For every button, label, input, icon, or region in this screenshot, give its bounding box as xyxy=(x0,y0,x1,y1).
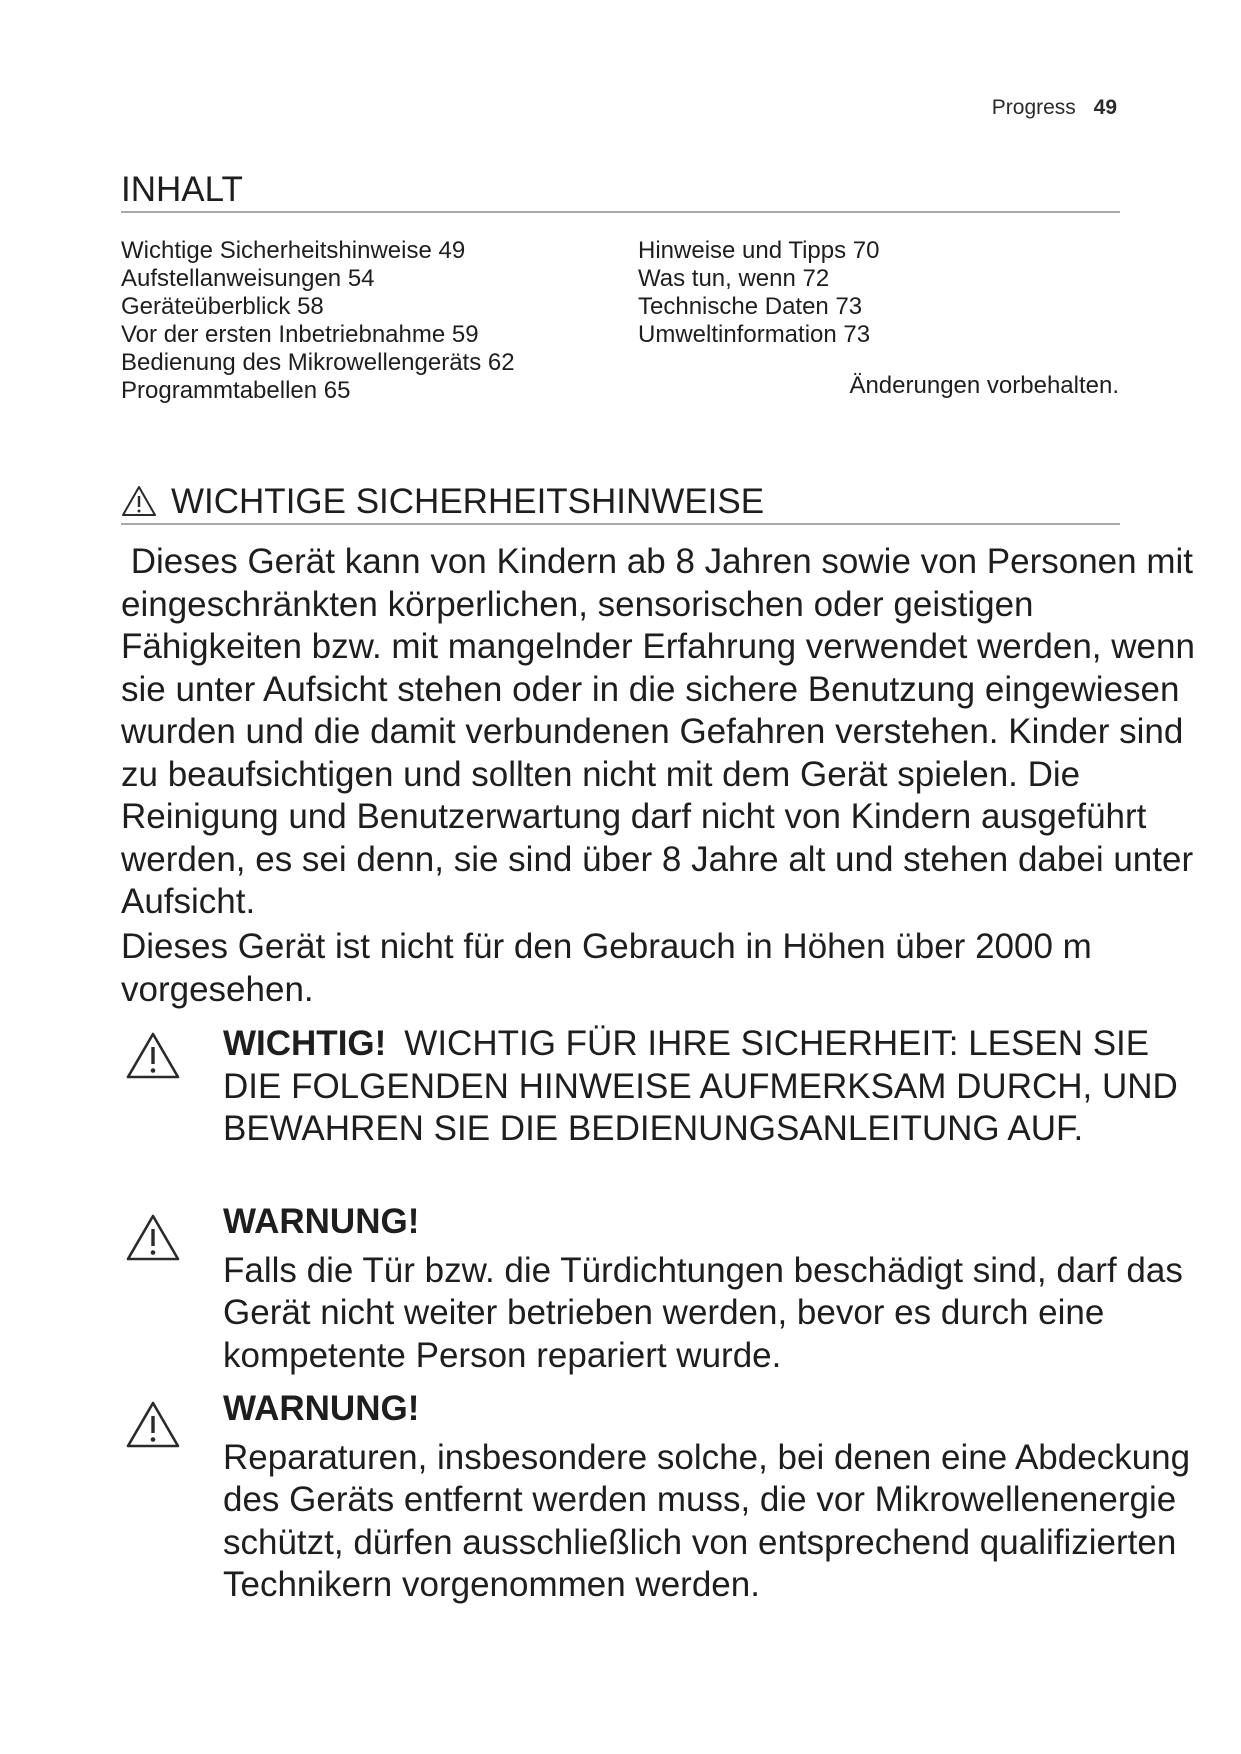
toc-right-column xyxy=(638,237,879,349)
toc-item[interactable]: Wichtige Sicherheitshinweise 49 xyxy=(121,237,466,264)
notice-label: WICHTIG! xyxy=(223,1024,387,1063)
safety-paragraph-altitude: Dieses Gerät ist nicht für den Gebrauch in Höhen über 2000 m vorgesehen. xyxy=(121,927,1092,1009)
notice-label: WARNUNG! xyxy=(223,1202,420,1241)
warning-triangle-icon xyxy=(125,1031,181,1081)
brand-name: Progress xyxy=(991,96,1076,119)
changes-note: Änderungen vorbehalten. xyxy=(849,372,1119,399)
toc-item[interactable]: Was tun, wenn 72 xyxy=(638,265,830,292)
warning-notice-content xyxy=(223,1201,1198,1377)
page-header xyxy=(992,96,1117,120)
toc-item[interactable]: Hinweise und Tipps 70 xyxy=(638,237,880,264)
warning-triangle-icon xyxy=(121,485,157,517)
toc-left-column xyxy=(121,237,515,405)
toc-item[interactable]: Geräteüberblick 58 xyxy=(121,293,324,320)
warning-triangle-icon xyxy=(125,1400,181,1450)
notice-text: Falls die Tür bzw. die Türdichtungen beschädigt sind, darf das Gerät nicht weiter betrieben werden, bevor es durch eine kompetente Person repariert wurde. xyxy=(223,1250,1183,1375)
warning-notice-content xyxy=(223,1388,1198,1607)
toc-title: INHALT xyxy=(121,172,1120,213)
notice-text: Reparaturen, insbesondere solche, bei denen eine Abdeckung des Geräts entfernt werden muss, die vor Mikrowellenenergie schützt, dürfen ausschließlich von entsprechend qualifizierten Technikern vorgenommen werden. xyxy=(223,1437,1191,1604)
warning-triangle-icon xyxy=(125,1213,181,1263)
notice-label: WARNUNG! xyxy=(223,1389,420,1428)
toc-item[interactable]: Programmtabellen 65 xyxy=(121,377,351,404)
notice-text: WICHTIG FÜR IHRE SICHERHEIT: LESEN SIE DIE FOLGENDEN HINWEISE AUFMERKSAM DURCH, UND BEWAHREN SIE DIE BEDIENUNGSANLEITUNG AUF. xyxy=(223,1024,1178,1148)
toc-item[interactable]: Aufstellanweisungen 54 xyxy=(121,265,375,292)
safety-section-title xyxy=(121,484,1120,525)
safety-paragraph-children: Dieses Gerät kann von Kindern ab 8 Jahren sowie von Personen mit eingeschränkten körperlichen, sensorischen oder geistigen Fähigkeiten bzw. mit mangelnder Erfahrung verwendet werden, wenn sie unter Aufsicht stehen oder in die sichere Benutzung eingewiesen wurden und die damit verbundenen Gefahren verstehen. Kinder sind zu beaufsichtigen und sollten nicht mit dem Gerät spielen. Die Reinigung und Benutzerwartung darf nicht von Kindern ausgeführt werden, es sei denn, sie sind über 8 Jahre alt und stehen dabei unter Aufsicht. xyxy=(121,542,1205,921)
safety-title-text: WICHTIGE SICHERHEITSHINWEISE xyxy=(171,482,765,521)
toc-item[interactable]: Technische Daten 73 xyxy=(638,293,863,320)
toc-item[interactable]: Umweltinformation 73 xyxy=(638,321,871,348)
important-notice-content xyxy=(223,1023,1198,1151)
page-number: 49 xyxy=(1093,96,1117,119)
toc-item[interactable]: Vor der ersten Inbetriebnahme 59 xyxy=(121,321,479,348)
toc-item[interactable]: Bedienung des Mikrowellengeräts 62 xyxy=(121,349,515,376)
